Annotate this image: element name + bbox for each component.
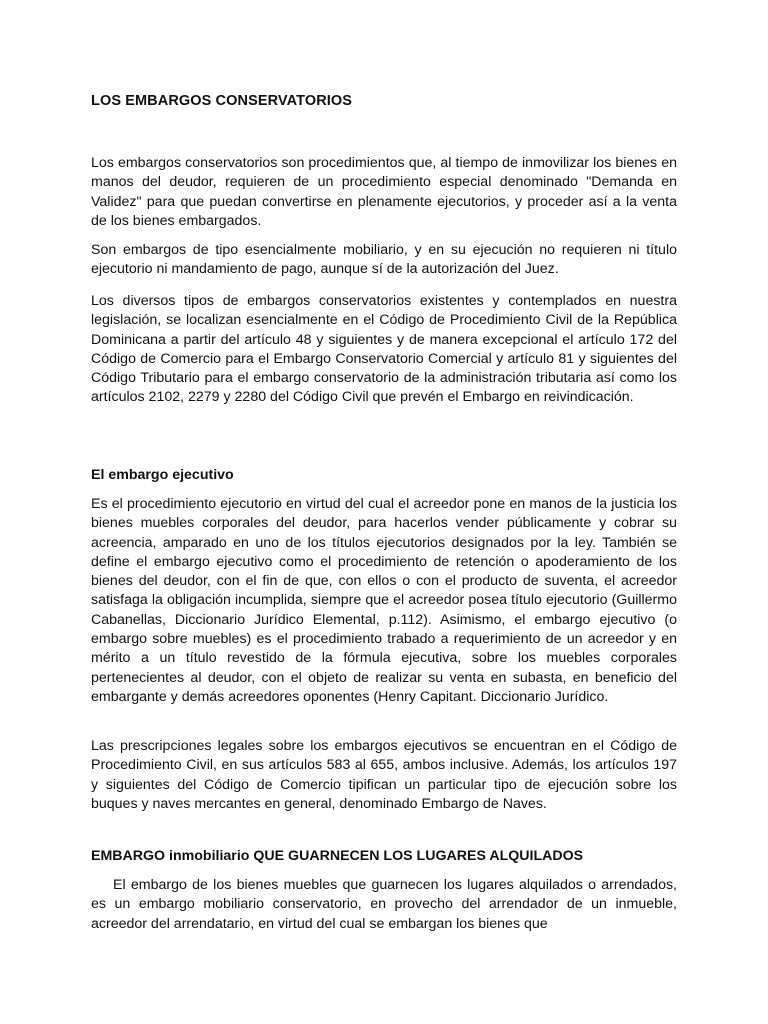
paragraph-intro: Los embargos conservatorios son procedimientos que, al tiempo de inmovilizar los bienes en manos del deudor, requieren de un procedimiento especial denominado "Demanda en Validez" para que puedan convertirse en plenamente ejecutorios, y proceder así a la venta de los bienes embargados. xyxy=(91,155,677,229)
document-title: LOS EMBARGOS CONSERVATORIOS xyxy=(91,93,353,109)
paragraph-ejecutivo-definicion: Es el procedimiento ejecutorio en virtud del cual el acreedor pone en manos de la justicia los bienes muebles corporales del deudor, para hacerlos vender públicamente y cobrar su acreencia, amparado en uno de los títulos ejecutorios designados por la ley. También se define el embargo ejecutivo como el procedimiento de retención o apoderamiento de los bienes del deudor, con el fin de que, con ellos o con el producto de suventa, el acreedor satisfaga la obligación incumplida, siempre que el acreedor posea título ejecutorio (Guillermo Cabanellas, Diccionario Jurídico Elemental, p.112). Asimismo, el embargo ejecutivo (o embargo sobre muebles) es el procedimiento trabado a requerimiento de un acreedor y en mérito a un título revestido de la fórmula ejecutiva, sobre los muebles corporales pertenecientes al deudor, con el objeto de realizar su venta en subasta, en beneficio del embargante y demás acreedores oponentes (Henry Capitant. Diccionario Jurídico. xyxy=(91,496,677,705)
section-heading-inmobiliario: EMBARGO inmobiliario QUE GUARNECEN LOS LUGARES ALQUILADOS xyxy=(91,848,584,864)
section-heading-ejecutivo: El embargo ejecutivo xyxy=(91,467,234,483)
paragraph-ejecutivo-prescripciones: Las prescripciones legales sobre los embargos ejecutivos se encuentran en el Código de Procedimiento Civil, en sus artículos 583 al 655, ambos inclusive. Además, los artículos 197 y siguientes del Código de Comercio tipifican un particular tipo de ejecución sobre los buques y naves mercantes en general, denominado Embargo de Naves. xyxy=(91,738,677,812)
paragraph-tipos-legislacion: Los diversos tipos de embargos conservatorios existentes y contemplados en nuestra legislación, se localizan esencialmente en el Código de Procedimiento Civil de la República Dominicana a partir del artículo 48 y siguientes y de manera excepcional el artículo 172 del Código de Comercio para el Embargo Conservatorio Comercial y artículo 81 y siguientes del Código Tributario para el embargo conservatorio de la administración tributaria así como los artículos 2102, 2279 y 2280 del Código Civil que prevén el Embargo en reivindicación. xyxy=(91,293,677,406)
paragraph-inmobiliario: El embargo de los bienes muebles que guarnecen los lugares alquilados o arrendados, es un embargo mobiliario conservatorio, en provecho del arrendador de un inmueble, acreedor del arrendatario, en virtud del cual se embargan los bienes que xyxy=(91,877,677,932)
paragraph-tipo-mobiliario: Son embargos de tipo esencialmente mobiliario, y en su ejecución no requieren ni título ejecutorio ni mandamiento de pago, aunque sí de la autorización del Juez. xyxy=(91,242,677,278)
